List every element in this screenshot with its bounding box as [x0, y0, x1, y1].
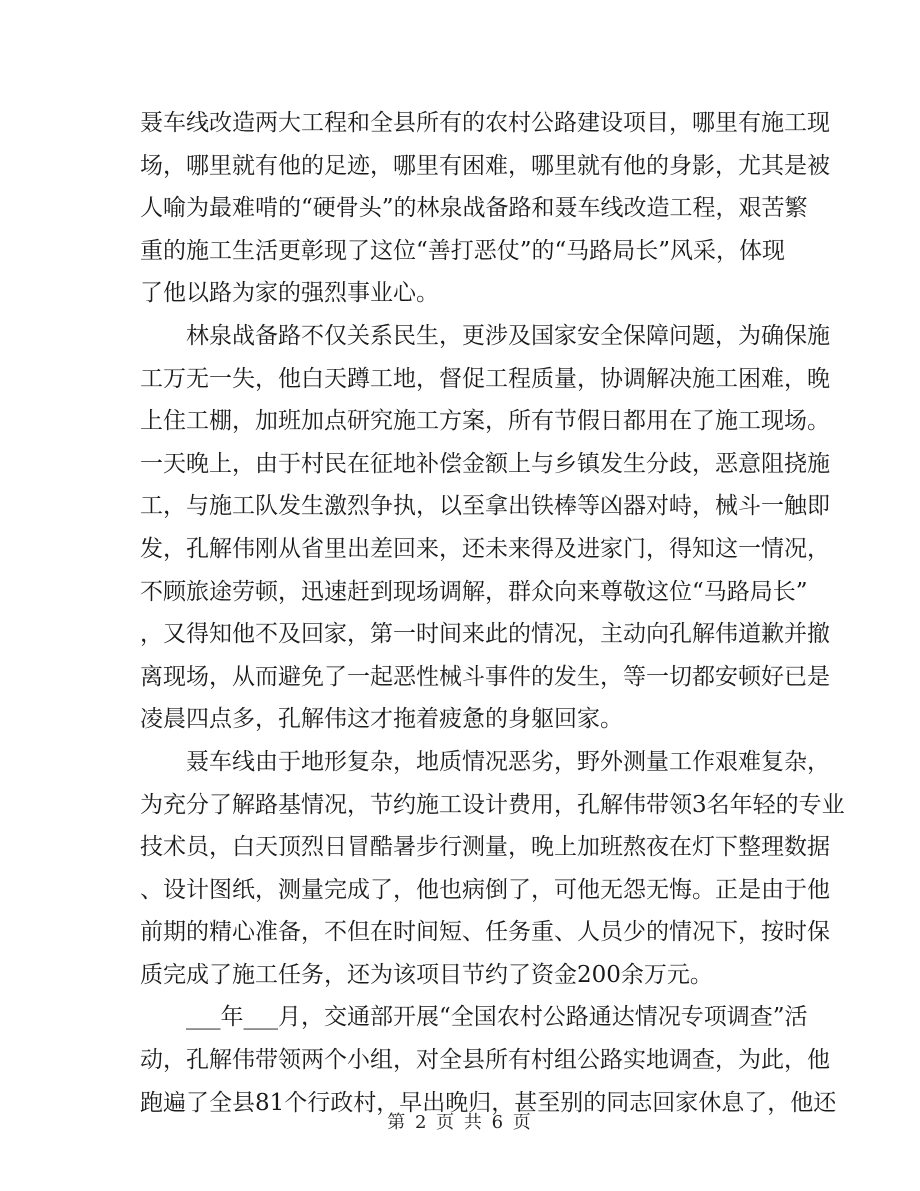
text-line: 发，孔解伟刚从省里出差回来，还未来得及进家门，得知这一情况， — [140, 535, 830, 562]
text-line: 技术员，白天顶烈日冒酷暑步行测量，晚上加班熬夜在灯下整理数据 — [140, 834, 830, 861]
text-line: 工万无一失，他白天蹲工地，督促工程质量，协调解决施工困难，晚 — [140, 365, 830, 392]
text-line: 聂车线改造两大工程和全县所有的农村公路建设项目，哪里有施工现 — [140, 110, 830, 136]
text-line: 了他以路为家的强烈事业心。 — [140, 280, 439, 307]
text-line: 、设计图纸，测量完成了，他也病倒了，可他无怨无悔。正是由于他 — [140, 876, 830, 903]
text-line: 跑遍了全县81个行政村，早出晚归，甚至别的同志回家休息了，他还 — [140, 1089, 837, 1116]
text-line: 一天晚上，由于村民在征地补偿金额上与乡镇发生分歧，恶意阻挠施 — [140, 450, 830, 477]
text-line: 林泉战备路不仅关系民生，更涉及国家安全保障问题，为确保施 — [186, 322, 830, 349]
text-line: 离现场，从而避免了一起恶性械斗事件的发生，等一切都安顿好已是 — [140, 663, 830, 690]
text-line: 不顾旅途劳顿，迅速赶到现场调解，群众向来尊敬这位“马路局长” — [140, 578, 808, 605]
text-line: 工，与施工队发生激烈争执，以至拿出铁棒等凶器对峙，械斗一触即 — [140, 493, 830, 520]
text-line: 质完成了施工任务，还为该项目节约了资金200余万元。 — [140, 961, 713, 988]
text-line: 为充分了解路基情况，节约施工设计费用，孔解伟带领3名年轻的专业 — [140, 791, 845, 818]
text-line: 场，哪里就有他的足迹，哪里有困难，哪里就有他的身影，尤其是被 — [140, 152, 830, 179]
text-line: ，又得知他不及回家，第一时间来此的情况，主动向孔解伟道歉并撤 — [140, 621, 830, 648]
page-footer: 第 2 页 共 6 页 — [387, 1112, 533, 1133]
text-line: 前期的精心准备，不但在时间短、任务重、人员少的情况下，按时保 — [140, 919, 830, 946]
text-line: 凌晨四点多，孔解伟这才拖着疲惫的身躯回家。 — [140, 706, 623, 733]
text-line: 聂车线由于地形复杂，地质情况恶劣，野外测量工作艰难复杂， — [186, 748, 830, 775]
text-line: 重的施工生活更彰现了这位“善打恶仗”的“马路局长”风采，体现 — [140, 237, 786, 264]
text-line: ___年___月，交通部开展“全国农村公路通达情况专项调查”活 — [186, 1004, 808, 1031]
document-body — [140, 102, 845, 1124]
text-line: 上住工棚，加班加点研究施工方案，所有节假日都用在了施工现场。 — [140, 408, 830, 435]
text-line: 人喻为最难啃的“硬骨头”的林泉战备路和聂车线改造工程，艰苦繁 — [140, 195, 808, 222]
text-line: 动，孔解伟带领两个小组，对全县所有村组公路实地调查，为此，他 — [140, 1047, 830, 1074]
